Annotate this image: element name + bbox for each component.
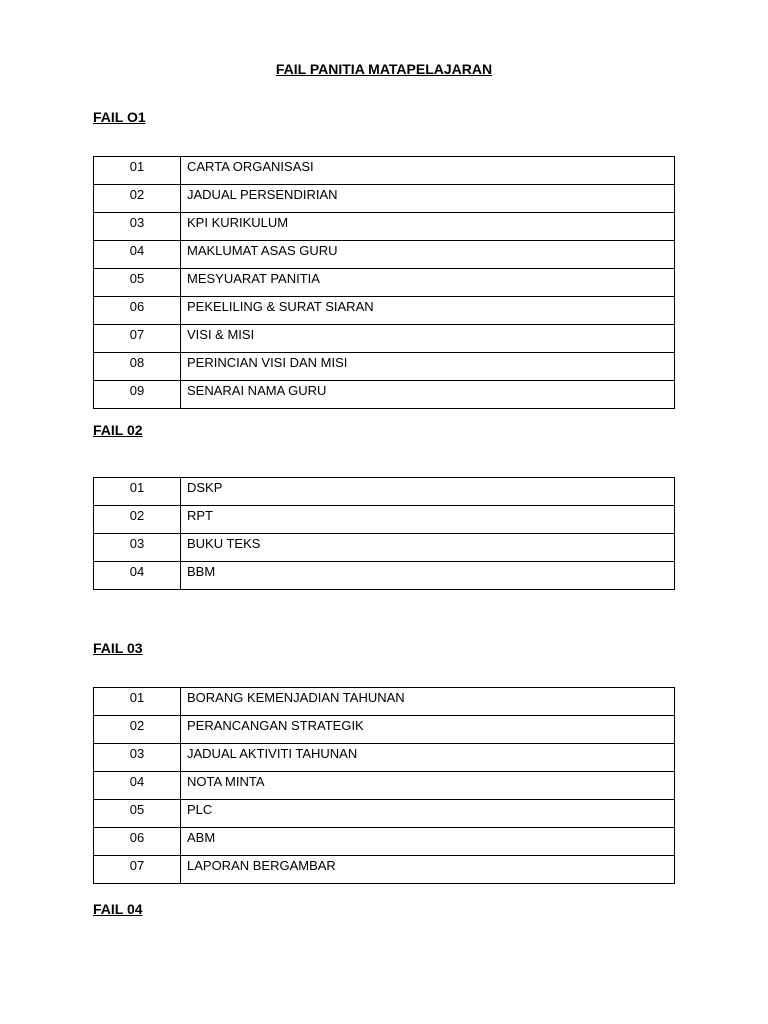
file-table-fail-02 [93,477,675,590]
row-number: 08 [94,353,181,381]
table-row [94,744,675,772]
section-heading-fail-03: FAIL 03 [93,640,143,656]
row-label: PLC [181,800,675,828]
row-number: 01 [94,688,181,716]
row-number: 07 [94,856,181,884]
row-number: 09 [94,381,181,409]
row-label: PERINCIAN VISI DAN MISI [181,353,675,381]
table-row [94,297,675,325]
row-number: 04 [94,562,181,590]
row-label: SENARAI NAMA GURU [181,381,675,409]
table-row [94,562,675,590]
table-row [94,688,675,716]
row-label: BORANG KEMENJADIAN TAHUNAN [181,688,675,716]
table-row [94,534,675,562]
row-number: 03 [94,744,181,772]
row-number: 02 [94,185,181,213]
file-table-fail-03 [93,687,675,884]
row-label: MAKLUMAT ASAS GURU [181,241,675,269]
row-label: BBM [181,562,675,590]
table-row [94,856,675,884]
table-row [94,185,675,213]
row-label: JADUAL AKTIVITI TAHUNAN [181,744,675,772]
page-title: FAIL PANITIA MATAPELAJARAN [275,61,493,77]
table-row [94,800,675,828]
table-row [94,213,675,241]
table-row [94,716,675,744]
row-label: PERANCANGAN STRATEGIK [181,716,675,744]
row-number: 06 [94,297,181,325]
row-number: 06 [94,828,181,856]
row-number: 02 [94,506,181,534]
row-label: VISI & MISI [181,325,675,353]
table-row [94,381,675,409]
table-row [94,325,675,353]
row-number: 04 [94,772,181,800]
row-label: PEKELILING & SURAT SIARAN [181,297,675,325]
row-number: 05 [94,269,181,297]
row-label: MESYUARAT PANITIA [181,269,675,297]
table-row [94,269,675,297]
row-label: DSKP [181,478,675,506]
row-number: 05 [94,800,181,828]
row-number: 03 [94,213,181,241]
row-number: 01 [94,478,181,506]
file-table-fail-01 [93,156,675,409]
table-row [94,828,675,856]
section-heading-fail-04: FAIL 04 [93,901,143,917]
row-label: LAPORAN BERGAMBAR [181,856,675,884]
row-label: RPT [181,506,675,534]
row-label: CARTA ORGANISASI [181,157,675,185]
table-row [94,241,675,269]
row-number: 04 [94,241,181,269]
row-number: 07 [94,325,181,353]
section-heading-fail-01: FAIL O1 [93,109,146,125]
row-label: JADUAL PERSENDIRIAN [181,185,675,213]
section-heading-fail-02: FAIL 02 [93,422,143,438]
row-label: KPI KURIKULUM [181,213,675,241]
table-row [94,478,675,506]
table-row [94,506,675,534]
table-row [94,772,675,800]
row-label: ABM [181,828,675,856]
row-number: 01 [94,157,181,185]
table-row [94,157,675,185]
row-number: 02 [94,716,181,744]
row-number: 03 [94,534,181,562]
table-row [94,353,675,381]
row-label: BUKU TEKS [181,534,675,562]
row-label: NOTA MINTA [181,772,675,800]
